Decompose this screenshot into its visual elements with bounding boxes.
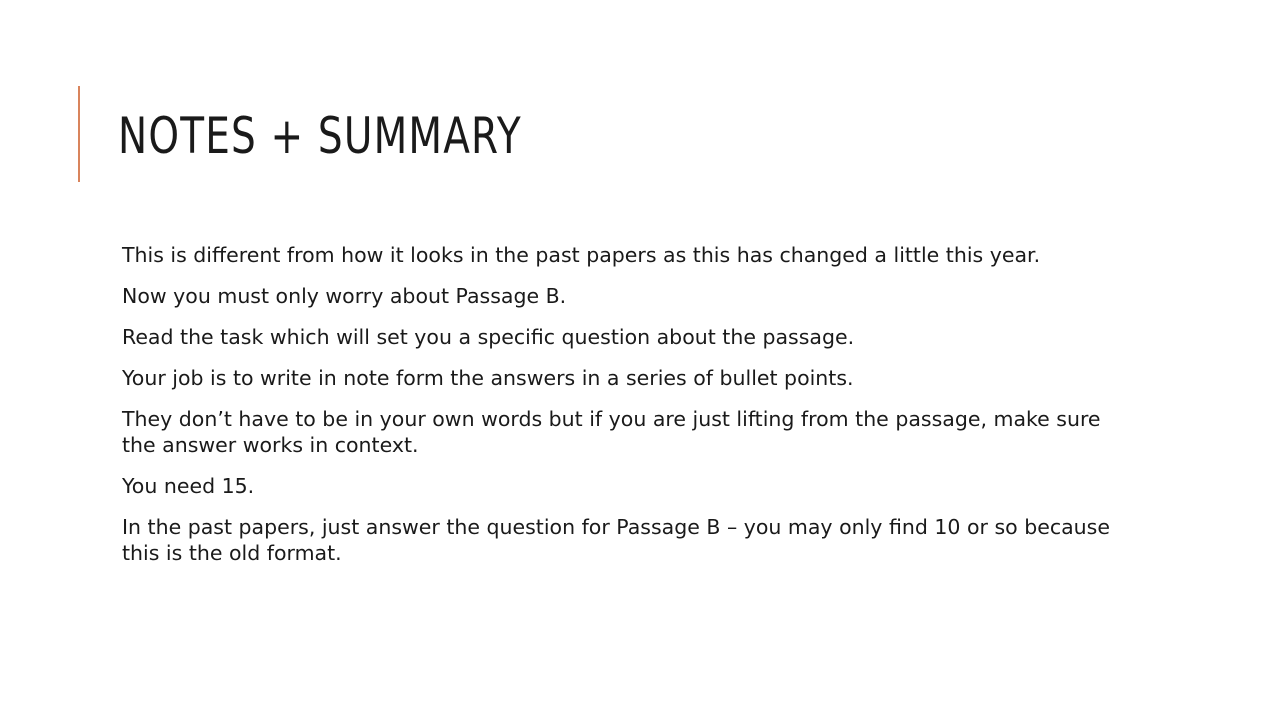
slide-title: NOTES + SUMMARY (118, 107, 522, 165)
body-paragraph: Read the task which will set you a specific question about the passage. (122, 325, 855, 349)
body-paragraph: They don’t have to be in your own words but if you are just lifting from the passage, make sure the answer works in context. (122, 407, 1101, 457)
slide-body (122, 242, 1122, 581)
body-paragraph: You need 15. (122, 474, 255, 498)
body-paragraph: In the past papers, just answer the question for Passage B – you may only find 10 or so because this is the old format. (122, 515, 1110, 565)
title-accent-bar (78, 86, 80, 182)
body-paragraph: Now you must only worry about Passage B. (122, 284, 567, 308)
body-paragraph: This is different from how it looks in the past papers as this has changed a little this year. (122, 243, 1041, 267)
body-paragraph: Your job is to write in note form the answers in a series of bullet points. (122, 366, 854, 390)
